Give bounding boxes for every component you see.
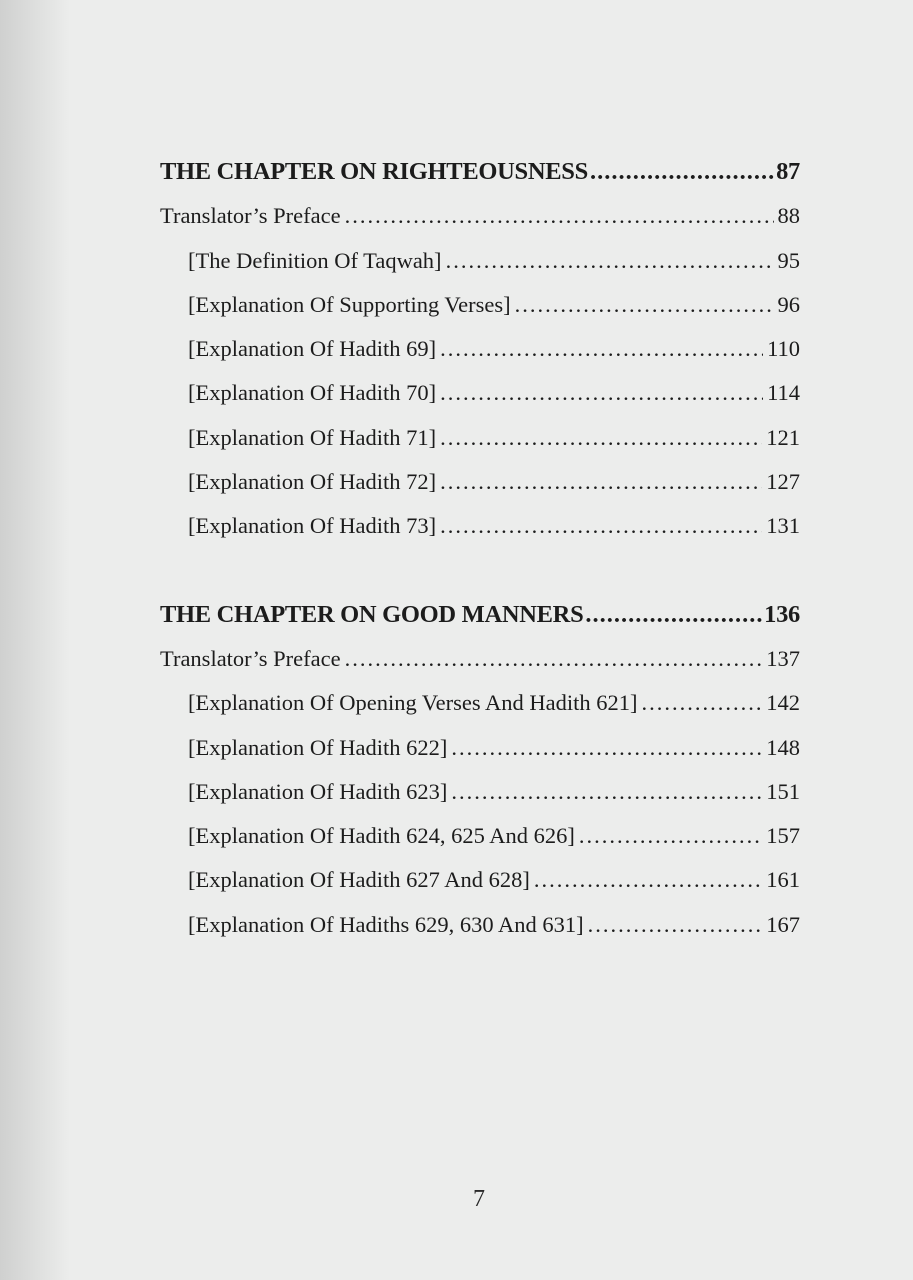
chapter-page-number: 87 [776,158,800,185]
dot-leader [585,593,762,637]
chapter-page-number: 136 [764,600,800,628]
chapter-title: THE CHAPTER ON RIGHTEOUSNESS [160,158,588,185]
entry-title: [The Definition Of Taqwah] [188,247,442,273]
chapter-heading[interactable] [160,593,800,637]
entry-page-number: 88 [777,203,800,229]
dot-leader [451,726,762,770]
toc-entry[interactable] [160,416,800,460]
toc-entry[interactable] [160,504,800,548]
dot-leader [345,637,763,681]
dot-leader [579,814,762,858]
dot-leader [446,239,774,283]
entry-page-number: 131 [766,513,800,539]
chapter-title: THE CHAPTER ON GOOD MANNERS [160,600,584,628]
chapter-heading[interactable] [160,150,800,194]
toc-section-righteousness [160,150,800,549]
dot-leader [440,416,762,460]
entry-page-number: 142 [766,690,800,716]
toc-entry[interactable] [160,327,800,371]
entry-title: [Explanation Of Supporting Verses] [188,291,511,317]
entry-page-number: 127 [766,469,800,495]
entry-page-number: 110 [767,336,800,362]
entry-page-number: 96 [777,291,800,317]
dot-leader [590,150,774,194]
entry-title: [Explanation Of Opening Verses And Hadith 621] [188,690,638,716]
entry-page-number: 151 [766,778,800,804]
entry-title: [Explanation Of Hadith 71] [188,424,437,450]
dot-leader [451,770,762,814]
entry-page-number: 148 [766,734,800,760]
entry-title: Translator’s Preface [160,203,341,229]
entry-page-number: 114 [767,380,800,406]
dot-leader [534,858,762,902]
dot-leader [440,504,762,548]
dot-leader [440,460,762,504]
entry-title: [Explanation Of Hadith 70] [188,380,437,406]
entry-page-number: 121 [766,424,800,450]
toc-entry[interactable] [160,194,800,238]
book-gutter-shadow [0,0,70,1280]
toc-entry[interactable] [160,283,800,327]
entry-title: [Explanation Of Hadith 624, 625 And 626] [188,823,575,849]
toc-section-good-manners [160,593,800,947]
entry-title: [Explanation Of Hadith 622] [188,734,448,760]
entry-page-number: 137 [766,645,800,671]
entry-title: [Explanation Of Hadiths 629, 630 And 631] [188,911,584,937]
entry-page-number: 161 [766,867,800,893]
dot-leader [440,371,763,415]
entry-title: [Explanation Of Hadith 69] [188,336,437,362]
toc-entry[interactable] [160,460,800,504]
entry-title: [Explanation Of Hadith 73] [188,513,437,539]
entry-page-number: 95 [777,247,800,273]
toc-entry[interactable] [160,903,800,947]
toc-entry[interactable] [160,858,800,902]
dot-leader [345,194,774,238]
toc-entry[interactable] [160,371,800,415]
dot-leader [515,283,774,327]
entry-page-number: 167 [766,911,800,937]
entry-page-number: 157 [766,823,800,849]
toc-entry[interactable] [160,814,800,858]
dot-leader [642,681,763,725]
toc-entry[interactable] [160,726,800,770]
dot-leader [440,327,763,371]
entry-title: [Explanation Of Hadith 623] [188,778,448,804]
entry-title: [Explanation Of Hadith 627 And 628] [188,867,530,893]
dot-leader [588,903,763,947]
toc-entry[interactable] [160,681,800,725]
entry-title: Translator’s Preface [160,645,341,671]
table-of-contents [160,150,800,947]
page-number: 7 [473,1186,485,1212]
entry-title: [Explanation Of Hadith 72] [188,469,437,495]
toc-entry[interactable] [160,239,800,283]
toc-entry[interactable] [160,770,800,814]
toc-entry[interactable] [160,637,800,681]
